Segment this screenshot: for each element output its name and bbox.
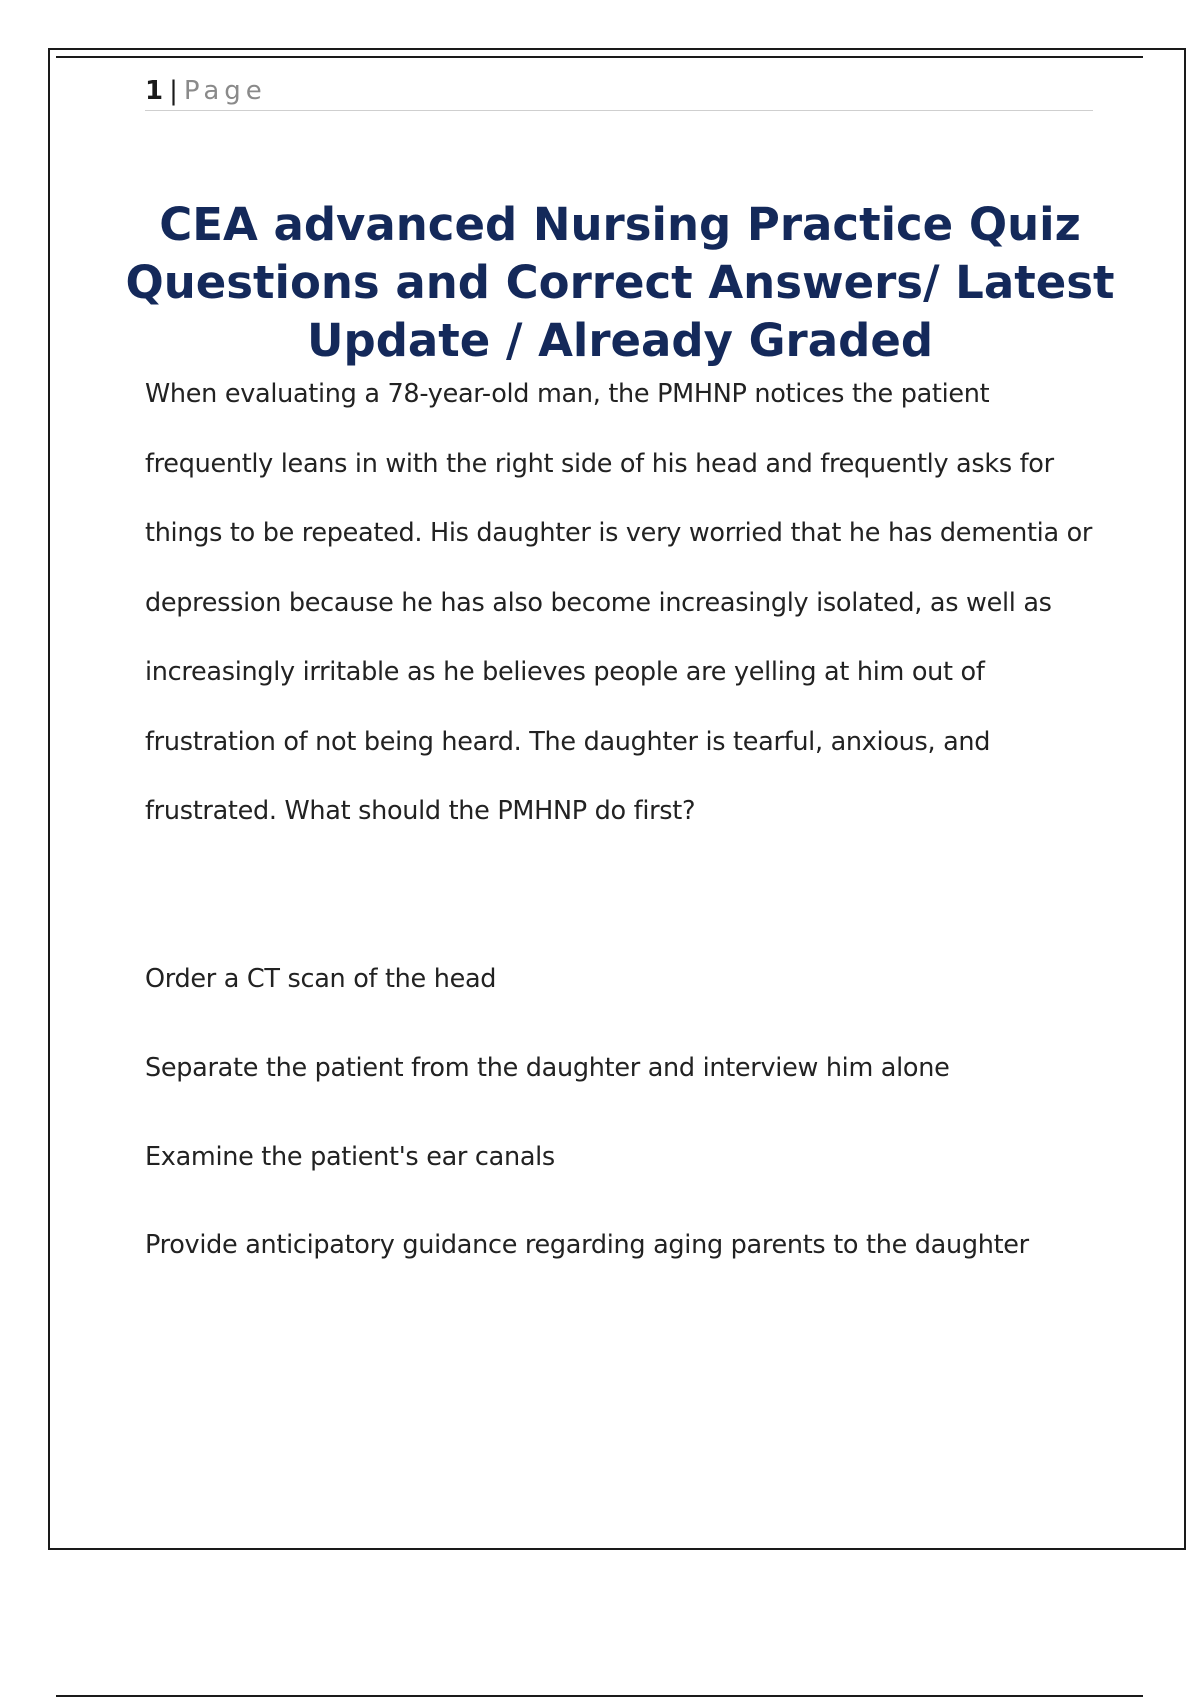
- answer-option: Provide anticipatory guidance regarding aging parents to the daughter: [145, 1230, 1029, 1260]
- page-label: Page: [183, 76, 267, 106]
- page-separator: |: [169, 76, 178, 106]
- header-rule: [56, 56, 1143, 58]
- answer-option: Order a CT scan of the head: [145, 964, 497, 994]
- page-header: [145, 74, 1093, 111]
- document-title: CEA advanced Nursing Practice Quiz Questions and Correct Answers/ Latest Update / Already Graded: [125, 198, 1115, 367]
- question-text: When evaluating a 78-year-old man, the PMHNP notices the patient frequently leans in with the right side of his head and frequently asks for things to be repeated. His daughter is very worried that he has dementia or depression because he has also become increasingly isolated, as well as increasingly irritable as he believes people are yelling at him out of frustration of not being heard. The daughter is tearful, anxious, and frustrated. What should the PMHNP do first?: [145, 379, 1093, 826]
- footer-rule: [56, 1695, 1143, 1697]
- page-number: 1: [145, 76, 164, 106]
- answer-option: Examine the patient's ear canals: [145, 1142, 555, 1172]
- answer-option: Separate the patient from the daughter and interview him alone: [145, 1053, 950, 1083]
- answer-options: [145, 956, 1095, 1323]
